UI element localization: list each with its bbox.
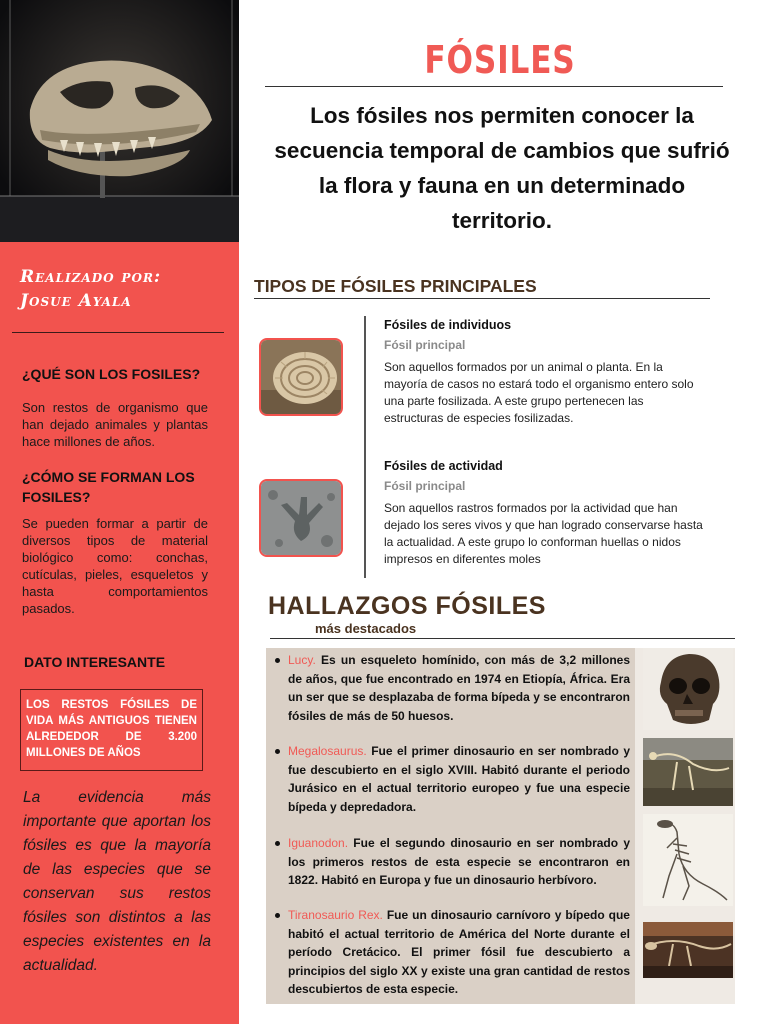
author-name: Josue Ayala: [20, 291, 132, 311]
find-name: Tiranosaurio Rex.: [288, 908, 383, 922]
type-1-subtitle: Fósil principal: [384, 338, 466, 352]
megalosaurus-skeleton-photo: [643, 738, 733, 806]
evidence-quote: La evidencia más importante que aportan los fósiles es que la mayoría de las especies que se conservan sus restos fósiles son distintos a las especies existentes en la actualidad.: [23, 789, 211, 974]
bullet: [275, 658, 280, 663]
find-item-iguanodon: [288, 834, 630, 890]
find-item-megalosaurus: [288, 742, 630, 816]
lucy-skull-photo: [643, 648, 733, 730]
how-fossils-form-heading: ¿CÓMO SE FORMAN LOS FOSILES?: [22, 469, 195, 505]
find-text: Fue un dinosaurio carnívoro y bípedo que habitó el actual territorio de América del Norte durante el período Cretácico. El primer fósil fue descubierto a principios del siglo XX y existe una gran cantidad de restos descubiertos de esta especie.: [288, 908, 630, 996]
author-label: Realizado por:: [20, 267, 162, 287]
vertical-divider: [364, 316, 366, 578]
divider: [254, 298, 710, 299]
fossil-finds-heading: HALLAZGOS FÓSILES: [268, 592, 546, 620]
left-sidebar: [0, 0, 239, 1024]
bullet: [275, 749, 280, 754]
bullet: [275, 841, 280, 846]
type-1-description: Son aquellos formados por un animal o planta. En la mayoría de casos no estará todo el organismo entero solo una parte fosilizada. A este grupo pertenecen las estructuras de especies fosilizadas.: [384, 360, 694, 425]
interesting-fact-heading: DATO INTERESANTE: [24, 654, 166, 670]
bullet: [275, 913, 280, 918]
type-2-description: Son aquellos rastros formados por la actividad que han dejado los seres vivos y que han logrado conservarse hasta la actualidad. A este grupo lo conforman huellas o nidos impresos en diferentes moles: [384, 501, 703, 566]
page-title: FÓSILES: [424, 38, 576, 82]
what-are-fossils-text: Son restos de organismo que han dejado animales y plantas hace millones de años.: [22, 400, 208, 449]
find-name: Megalosaurus.: [288, 744, 367, 758]
author-credit: [20, 265, 220, 313]
how-fossils-form-text: Se pueden formar a partir de diversos tipos de material biológico como: conchas, cutículas, pieles, esqueletos y hasta comportamientos pasados.: [22, 516, 208, 616]
find-text: Fue el segundo dinosaurio en ser nombrado y los primeros restos de esta especie se encontraron en 1822. Habitó en Europa y fue un dinosaurio herbívoro.: [288, 836, 630, 887]
type-2-title: Fósiles de actividad: [384, 459, 503, 473]
footprint-fossil-image: [259, 479, 343, 557]
find-text: Es un esqueleto homínido, con más de 3,2 millones de años, que fue encontrado en 1974 en Etiopía, África. Era un ser que se desplazaba de forma bípeda y se encontraron fósiles de más de 50 huesos.: [288, 653, 630, 723]
interesting-fact-box: LOS RESTOS FÓSILES DE VIDA MÁS ANTIGUOS TIENEN ALREDEDOR DE 3.200 MILLONES DE AÑOS: [20, 689, 203, 771]
find-item-lucy: [288, 651, 630, 725]
divider: [265, 86, 723, 87]
find-name: Lucy.: [288, 653, 316, 667]
fossil-finds-subheading: más destacados: [315, 621, 417, 636]
find-name: Iguanodon.: [288, 836, 349, 850]
fossil-types-heading: TIPOS DE FÓSILES PRINCIPALES: [254, 276, 537, 296]
what-are-fossils-heading: ¿QUÉ SON LOS FOSILES?: [22, 366, 201, 382]
trex-skull-photo: [0, 0, 239, 242]
find-text: Fue el primer dinosaurio en ser nombrado y fue descubierto en el siglo XVIII. Habitó durante el periodo Jurásico en el actual territorio europeo y fue una especie bípeda y depredadora.: [288, 744, 630, 814]
trex-skeleton-photo: [643, 922, 733, 978]
type-2-subtitle: Fósil principal: [384, 479, 466, 493]
ammonite-fossil-image: [259, 338, 343, 416]
iguanodon-skeleton-drawing: [643, 814, 733, 906]
find-item-trex: [288, 906, 630, 999]
type-1-title: Fósiles de individuos: [384, 318, 512, 332]
intro-text: Los fósiles nos permiten conocer la secuencia temporal de cambios que sufrió la flora y fauna en un determinado territorio.: [274, 103, 730, 233]
divider: [270, 638, 735, 639]
divider: [12, 332, 224, 333]
